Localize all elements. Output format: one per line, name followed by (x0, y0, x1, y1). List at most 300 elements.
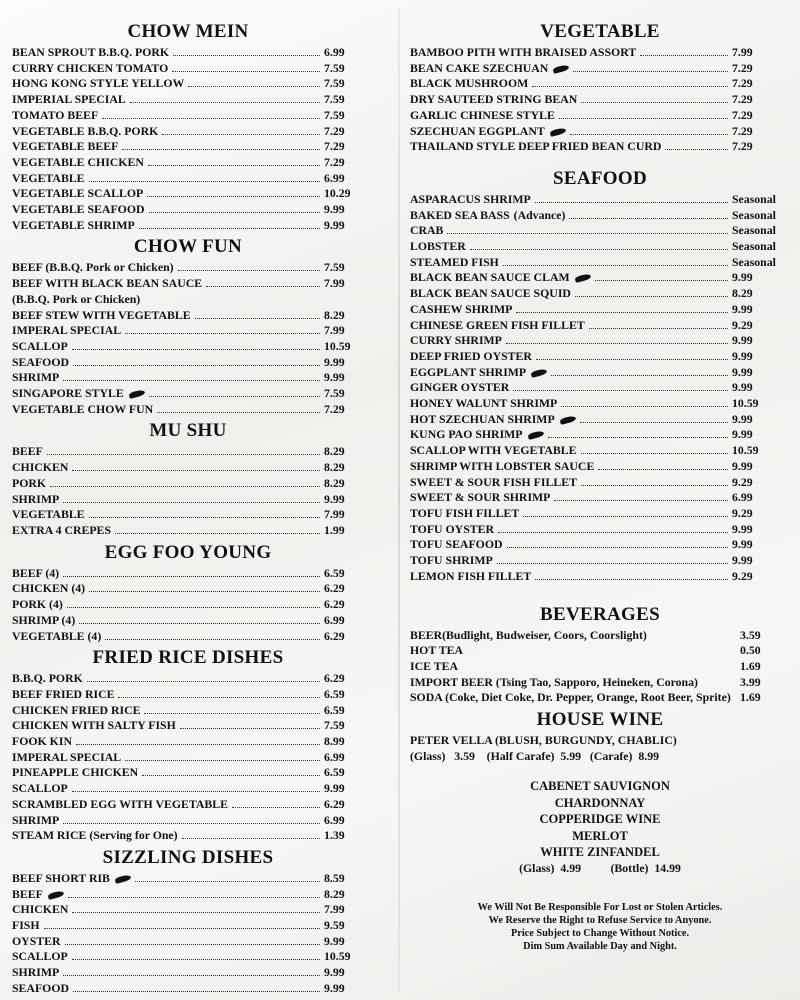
dot-leader (532, 78, 728, 87)
item-price: 8.29 (324, 475, 345, 490)
dot-leader (180, 720, 320, 729)
dot-leader (135, 873, 320, 882)
item-name: CASHEW SHRIMP (410, 301, 513, 316)
dot-leader (67, 599, 320, 608)
item-price: 6.29 (324, 628, 345, 643)
item-name: SCALLOP (12, 781, 68, 796)
column-divider (398, 8, 400, 992)
notices (410, 901, 790, 954)
item-name: VEGETABLE SHRIMP (12, 217, 135, 232)
item-name: BAKED SEA BASS (410, 207, 510, 222)
dot-leader (513, 382, 728, 391)
chili-pepper-icon (574, 274, 591, 284)
item-name: CHICKEN (4) (12, 581, 86, 596)
item-price: 7.59 (324, 92, 345, 107)
wine-name: COPPERIDGE WINE (539, 812, 661, 827)
dot-leader (63, 372, 320, 381)
menu-item (410, 490, 790, 506)
item-price: 7.29 (324, 139, 345, 154)
item-price: 9.29 (732, 474, 753, 489)
dot-leader (232, 799, 320, 808)
dot-leader (89, 583, 320, 592)
menu-item (12, 965, 364, 981)
menu-item (12, 934, 364, 950)
section-sizzling-dishes (12, 846, 364, 997)
item-price: 7.29 (732, 123, 753, 138)
dot-leader (157, 404, 320, 413)
item-price: 6.59 (324, 565, 345, 580)
item-name: BEAN SPROUT B.B.Q. PORK (12, 45, 170, 59)
item-price: 9.99 (732, 270, 753, 285)
section-vegetable (410, 20, 790, 155)
dot-leader (575, 288, 728, 297)
item-name: BEEF (B.B.Q. Pork or Chicken) (12, 260, 174, 275)
menu-item (12, 687, 364, 703)
item-name: GARLIC CHINESE STYLE (410, 107, 555, 122)
item-name: CHICKEN FRIED RICE (12, 702, 141, 717)
menu-item (12, 734, 364, 750)
item-price: Seasonal (732, 191, 776, 206)
item-name: BAMBOO PITH WITH BRAISED ASSORT (410, 45, 637, 59)
menu-item (12, 139, 364, 155)
section-chow-mein (12, 20, 364, 233)
menu-item (410, 349, 790, 365)
dot-leader (65, 936, 320, 945)
menu-item (410, 208, 790, 224)
menu-item (12, 671, 364, 687)
item-price: 6.99 (324, 749, 345, 764)
menu-item (12, 45, 364, 61)
menu-item (12, 186, 364, 202)
dot-leader (72, 462, 320, 471)
item-price: Seasonal (732, 207, 776, 222)
item-price: 6.29 (324, 796, 345, 811)
section-title: CHOW FUN (133, 236, 243, 258)
beverage-item (410, 690, 790, 706)
section-title: EGG FOO YOUNG (104, 541, 272, 563)
menu-item (410, 380, 790, 396)
dot-leader (73, 357, 320, 366)
item-name: VEGETABLE B.B.Q. PORK (12, 123, 159, 138)
chili-pepper-icon (527, 431, 544, 441)
item-price: 9.99 (324, 202, 345, 217)
beverage-item (410, 628, 790, 644)
item-price: 9.99 (732, 521, 753, 536)
item-price: 6.99 (324, 812, 345, 827)
item-name: TOFU FISH FILLET (410, 505, 520, 520)
menu-item (12, 492, 364, 508)
item-name: SHRIMP (12, 812, 60, 827)
beverage-price: 0.50 (740, 643, 761, 658)
item-price: 9.99 (324, 933, 345, 948)
menu-item (12, 202, 364, 218)
item-name: BEEF STEW WITH VEGETABLE (12, 307, 191, 322)
item-name: SCALLOP WITH VEGETABLE (410, 443, 577, 458)
item-price: 8.59 (324, 870, 345, 885)
item-price: 10.59 (732, 443, 759, 458)
menu-item (12, 444, 364, 460)
menu-item (12, 370, 364, 386)
item-name: SHRIMP (12, 491, 60, 506)
item-price: 9.99 (732, 380, 753, 395)
item-name: HONG KONG STYLE YELLOW (12, 76, 185, 91)
dot-leader (72, 951, 320, 960)
item-price: Seasonal (732, 223, 776, 238)
dot-leader (130, 94, 320, 103)
dot-leader (569, 210, 728, 219)
wine-list (410, 778, 790, 861)
wine-prices: (Glass) 4.99 (Bottle) 14.99 (519, 860, 681, 875)
menu-item (12, 476, 364, 492)
dot-leader (149, 388, 320, 397)
item-price: 8.29 (732, 286, 753, 301)
item-name: CHICKEN (12, 902, 69, 917)
beverage-price: 1.69 (740, 690, 761, 705)
section-title: SEAFOOD (553, 167, 647, 189)
section-fried-rice-dishes (12, 646, 364, 844)
dot-leader (195, 310, 320, 319)
beverage-name: SODA (Coke, Diet Coke, Dr. Pepper, Orange, Root Beer, Sprite) (410, 690, 731, 705)
item-price: 9.99 (324, 491, 345, 506)
item-price: 7.29 (324, 401, 345, 416)
item-name: KUNG PAO SHRIMP (410, 427, 523, 442)
item-note: (Advance) (513, 207, 566, 222)
dot-leader (125, 325, 320, 334)
item-price: 9.99 (324, 980, 345, 995)
item-name: IMPERAL SPECIAL (12, 323, 122, 338)
dot-leader (470, 241, 728, 250)
item-name: BEEF (12, 886, 43, 901)
item-name: BEEF SHORT RIB (12, 870, 110, 885)
menu-item (410, 365, 790, 381)
item-price: 8.99 (324, 734, 345, 749)
dot-leader (573, 63, 728, 72)
dot-leader (206, 278, 320, 287)
item-name: STEAM RICE (Serving for One) (12, 828, 178, 843)
section-title: HOUSE WINE (536, 709, 664, 731)
item-name: B.B.Q. PORK (12, 671, 83, 686)
wine-name: CHARDONNAY (554, 795, 646, 810)
section-house-wine (410, 708, 790, 877)
item-name: TOFU SEAFOOD (410, 537, 503, 552)
dot-leader (551, 367, 728, 376)
menu-item (12, 949, 364, 965)
menu-item (12, 323, 364, 339)
menu-item (410, 61, 790, 77)
section-title: CHOW MEIN (127, 21, 249, 42)
dot-leader (535, 571, 728, 580)
dot-leader (115, 525, 320, 534)
menu-item (410, 537, 790, 553)
item-price: 9.29 (732, 317, 753, 332)
chili-pepper-icon (47, 890, 64, 900)
item-price: 7.99 (324, 507, 345, 522)
item-price: 10.29 (324, 186, 351, 201)
item-price: 9.99 (324, 354, 345, 369)
item-price: 9.99 (732, 411, 753, 426)
item-name: VEGETABLE (4) (12, 628, 102, 643)
menu-item (12, 703, 364, 719)
dot-leader (535, 194, 728, 203)
item-name: SWEET & SOUR FISH FILLET (410, 474, 577, 489)
notice-line: Dim Sum Available Day and Night. (523, 941, 677, 953)
item-price: 9.99 (324, 965, 345, 980)
item-price: 6.29 (324, 597, 345, 612)
item-price: 10.59 (324, 338, 351, 353)
dot-leader (640, 47, 728, 56)
dot-leader (559, 110, 728, 119)
item-price: 9.59 (324, 918, 345, 933)
item-price: 8.29 (324, 307, 345, 322)
item-price: 7.59 (324, 107, 345, 122)
item-price: 9.99 (732, 427, 753, 442)
dot-leader (72, 341, 320, 350)
menu-item (12, 918, 364, 934)
item-name: TOFU OYSTER (410, 521, 495, 536)
menu-item (410, 569, 790, 585)
dot-leader (536, 351, 728, 360)
item-price: 9.29 (732, 505, 753, 520)
menu-item (12, 124, 364, 140)
menu-item (12, 887, 364, 903)
dot-leader (44, 920, 320, 929)
item-name: CHICKEN WITH SALTY FISH (12, 718, 176, 733)
dot-leader (182, 830, 320, 839)
menu-item (12, 797, 364, 813)
dot-leader (188, 78, 320, 87)
dot-leader (63, 494, 320, 503)
menu-item (12, 92, 364, 108)
wine-name: MERLOT (572, 828, 628, 843)
menu-item (410, 124, 790, 140)
item-price: 7.29 (732, 139, 753, 154)
item-price: 7.99 (732, 45, 753, 59)
item-name: PORK (12, 475, 47, 490)
item-price: 6.59 (324, 702, 345, 717)
item-price: 6.99 (732, 490, 753, 505)
item-price: 9.29 (732, 568, 753, 583)
menu-item (410, 223, 790, 239)
menu-item (410, 427, 790, 443)
menu-item (12, 402, 364, 418)
menu-item (410, 522, 790, 538)
peter-vella-prices: (Glass) 3.59 (Half Carafe) 5.99 (Carafe) 8.99 (410, 748, 659, 763)
item-name: TOMATO BEEF (12, 107, 99, 122)
notice-line: Price Subject to Change Without Notice. (510, 928, 690, 940)
chili-pepper-icon (531, 368, 548, 378)
item-price: 1.39 (324, 828, 345, 843)
item-price: 7.59 (324, 718, 345, 733)
menu-item (410, 443, 790, 459)
dot-leader (118, 689, 320, 698)
item-price: 6.99 (324, 612, 345, 627)
item-name: PORK (4) (12, 597, 63, 612)
menu-item (12, 155, 364, 171)
dot-leader (447, 225, 728, 234)
beverage-list (410, 628, 790, 707)
beverage-price: 3.59 (740, 627, 761, 642)
item-price: 7.29 (732, 92, 753, 107)
menu-item (12, 828, 364, 844)
menu-item (12, 871, 364, 887)
chili-pepper-icon (549, 127, 566, 137)
wine-name: WHITE ZINFANDEL (540, 845, 660, 860)
menu-item (12, 629, 364, 645)
item-name: VEGETABLE BEEF (12, 139, 119, 154)
dot-leader (63, 967, 320, 976)
item-name: SCRAMBLED EGG WITH VEGETABLE (12, 796, 229, 811)
section-egg-foo-young (12, 541, 364, 645)
section-title: VEGETABLE (540, 21, 660, 42)
dot-leader (178, 262, 320, 271)
menu-item (410, 333, 790, 349)
menu-item (410, 396, 790, 412)
item-name: FOOK KIN (12, 734, 72, 749)
item-price: 7.59 (324, 260, 345, 275)
item-name: BLACK MUSHROOM (410, 76, 529, 91)
dot-leader (102, 110, 320, 119)
item-name: HOT SZECHUAN SHRIMP (410, 411, 555, 426)
dot-leader (147, 188, 320, 197)
menu-item (12, 308, 364, 324)
dot-leader (595, 272, 728, 281)
item-name: TOFU SHRIMP (410, 553, 493, 568)
dot-leader (581, 477, 728, 486)
item-name: THAILAND STYLE DEEP FRIED BEAN CURD (410, 139, 662, 154)
dot-leader (589, 320, 728, 329)
item-name: IMPERIAL SPECIAL (12, 92, 126, 107)
peter-vella-line: PETER VELLA (BLUSH, BURGUNDY, CHABLIC) (410, 733, 677, 748)
chili-pepper-icon (559, 415, 576, 425)
item-name: SEAFOOD (12, 354, 70, 369)
item-name: VEGETABLE (12, 170, 85, 185)
dot-leader (63, 568, 320, 577)
menu-item (410, 475, 790, 491)
item-price: 6.99 (324, 170, 345, 185)
dot-leader (122, 141, 320, 150)
item-name: VEGETABLE CHICKEN (12, 154, 144, 169)
menu-item (12, 781, 364, 797)
dot-leader (665, 141, 728, 150)
item-price: 7.99 (324, 902, 345, 917)
dot-leader (144, 705, 320, 714)
item-price: 1.99 (324, 522, 345, 537)
menu-item (410, 286, 790, 302)
menu-item (12, 765, 364, 781)
dot-leader (498, 524, 728, 533)
item-price: 9.99 (324, 370, 345, 385)
notice-line: We Reserve the Right to Refuse Service to Anyone. (488, 914, 712, 926)
item-price: Seasonal (732, 254, 776, 269)
item-price: 9.99 (732, 301, 753, 316)
dot-leader (73, 983, 320, 992)
menu-item (410, 192, 790, 208)
item-name: DRY SAUTEED STRING BEAN (410, 92, 578, 107)
menu-item (12, 276, 364, 292)
item-name: BLACK BEAN SAUCE SQUID (410, 286, 571, 301)
item-name: BEEF WITH BLACK BEAN SAUCE (12, 276, 203, 291)
item-price: 6.29 (324, 581, 345, 596)
dot-leader (570, 126, 728, 135)
menu-item (12, 171, 364, 187)
chili-pepper-icon (128, 389, 145, 399)
left-column (12, 18, 364, 997)
menu-item (12, 902, 364, 918)
dot-leader (507, 539, 728, 548)
dot-leader (548, 429, 728, 438)
menu-item (12, 597, 364, 613)
item-name: IMPERAL SPECIAL (12, 749, 122, 764)
menu-item (12, 355, 364, 371)
section-chow-fun (12, 235, 364, 417)
item-price: 7.29 (732, 76, 753, 91)
item-price: 6.29 (324, 671, 345, 686)
dot-leader (72, 904, 320, 913)
item-name: BEEF FRIED RICE (12, 686, 115, 701)
dot-leader (580, 414, 728, 423)
beverage-item (410, 659, 790, 675)
item-subtext: (B.B.Q. Pork or Chicken) (12, 291, 141, 306)
dot-leader (89, 173, 320, 182)
item-name: DEEP FRIED OYSTER (410, 348, 532, 363)
menu-item (12, 507, 364, 523)
item-price: 9.99 (732, 364, 753, 379)
item-price: 9.99 (732, 458, 753, 473)
dot-leader (173, 47, 320, 56)
dot-leader (125, 752, 320, 761)
item-price: 7.29 (324, 154, 345, 169)
menu-item (410, 92, 790, 108)
dot-leader (79, 615, 320, 624)
item-price: 9.99 (324, 781, 345, 796)
item-price: Seasonal (732, 239, 776, 254)
beverage-name: IMPORT BEER (Tsing Tao, Sapporo, Heineken, Corona) (410, 674, 698, 689)
menu-item (410, 302, 790, 318)
item-name: CHICKEN (12, 460, 69, 475)
item-name: ASPARACUS SHRIMP (410, 191, 531, 206)
dot-leader (63, 815, 320, 824)
dot-leader (149, 204, 320, 213)
beverage-name: ICE TEA (410, 658, 458, 673)
dot-leader (47, 446, 320, 455)
menu-item (12, 76, 364, 92)
dot-leader (523, 508, 728, 517)
item-price: 9.99 (324, 217, 345, 232)
item-name: BEAN CAKE SZECHUAN (410, 60, 549, 75)
menu-item (410, 255, 790, 271)
item-name: CURRY CHICKEN TOMATO (12, 60, 169, 75)
item-name: VEGETABLE (12, 507, 85, 522)
item-name: HONEY WALUNT SHRIMP (410, 396, 558, 411)
item-name: FISH (12, 918, 40, 933)
menu-item (410, 318, 790, 334)
item-price: 7.29 (732, 107, 753, 122)
item-name: VEGETABLE CHOW FUN (12, 401, 154, 416)
item-price: 9.99 (732, 348, 753, 363)
item-name: SHRIMP WITH LOBSTER SAUCE (410, 458, 595, 473)
item-name: BLACK BEAN SAUCE CLAM (410, 270, 570, 285)
dot-leader (50, 478, 320, 487)
item-price: 9.99 (732, 537, 753, 552)
menu-item (12, 218, 364, 234)
menu-item (410, 412, 790, 428)
beverage-item (410, 643, 790, 659)
item-price: 10.59 (732, 396, 759, 411)
item-name: LOBSTER (410, 239, 466, 254)
menu-item (12, 566, 364, 582)
dot-leader (516, 304, 728, 313)
menu-item (410, 270, 790, 286)
